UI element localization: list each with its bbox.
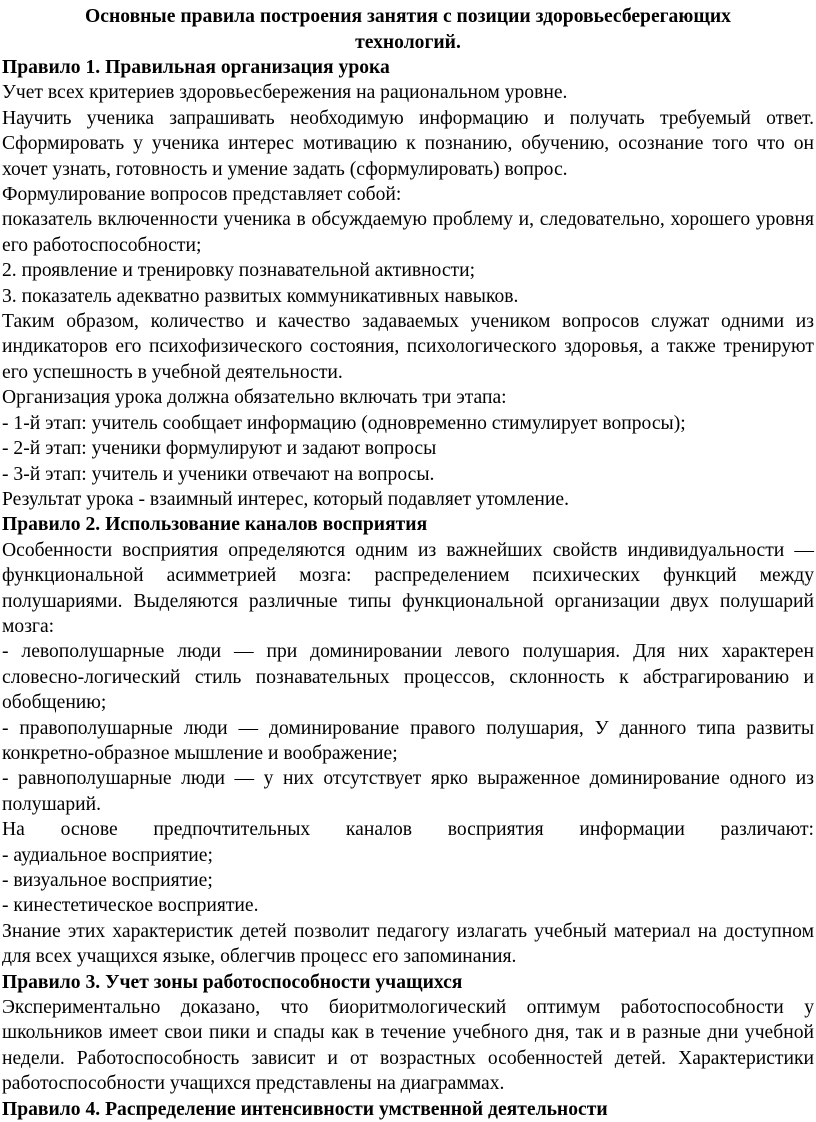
rule-1-paragraph-6: Результат урока - взаимный интерес, который подавляет утомление. [2, 488, 570, 510]
rule-1-paragraph-4: Таким образом, количество и качество задаваемых учеником вопросов служат одними из индикаторов его психофизического состояния, психологического здоровья, а также тренируют его успешность в учебной деятельности. [2, 311, 814, 383]
rule-1-heading: Правило 1. Правильная организация урока [2, 57, 390, 78]
rule-2-paragraph-2 [2, 817, 814, 842]
rule-2-type-item: - левополушарные люди — при доминировании левого полушария. Для них характерен словесно-логический стиль познавательных процессов, склонность к абстрагированию и обобщению; [2, 641, 814, 714]
rule-1-paragraph-2: Научить ученика запрашивать необходимую информацию и получать требуемый ответ. Сформировать у ученика интерес мотивацию к познанию, обучению, осознание того что он хочет узнать, готовность и умение задать (сформулировать) вопрос. [2, 107, 814, 180]
rule-1-list-item: 2. проявление и тренировку познавательной активности; [2, 260, 476, 282]
word: каналов [345, 819, 413, 841]
rule-1-list-item: показатель включенности ученика в обсуждаемую проблему и, следовательно, хорошего уровня его работоспособности; [2, 209, 814, 256]
rule-1-stage-item: - 3-й этап: учитель и ученики отвечают на вопросы. [2, 463, 435, 485]
rule-2-channel-item: - визуальное восприятие; [2, 870, 213, 891]
rule-2-type-item: - равнополушарные люди — у них отсутствует ярко выраженное доминирование одного из полушарий. [2, 768, 814, 815]
rule-2-channel-item: - аудиальное восприятие; [2, 844, 213, 866]
document-body [0, 55, 814, 1122]
rule-2-channel-item: - кинестетическое восприятие. [2, 895, 259, 917]
rule-1-paragraph-1: Учет всех критериев здоровьесбережения на рациональном уровне. [2, 82, 568, 104]
word: различают: [720, 819, 814, 841]
rule-2-paragraph-1: Особенности восприятия определяются одним из важнейших свойств индивидуальности — функциональной асимметрией мозга: распределением психических функций между полушариями. Выделяются различные типы функциональной организации двух полушарий мозга: [2, 539, 814, 637]
word: восприятия [447, 819, 544, 841]
word: предпочтительных [153, 819, 311, 841]
rule-2-type-item: - правополушарные люди — доминирование правого полушария, У данного типа развиты конкретно-образное мышление и воображение; [2, 717, 814, 764]
word: На [2, 819, 25, 841]
rule-1-paragraph-5: Организация урока должна обязательно включать три этапа: [2, 387, 507, 409]
rule-3-heading: Правило 3. Учет зоны работоспособности учащихся [2, 971, 463, 993]
rule-3-paragraph-1: Экспериментально доказано, что биоритмологический оптимум работоспособности у школьников имеет свои пики и спады как в течение учебного дня, так и в разные дни учебной недели. Работоспособность зависит и от возрастных особенностей детей. Характеристики работоспособности учащихся представлены на диаграммах. [2, 997, 814, 1095]
rule-2-heading: Правило 2. Использование каналов восприятия [2, 514, 428, 536]
rule-1-stage-item: - 1-й этап: учитель сообщает информацию (одновременно стимулирует вопросы); [2, 412, 686, 434]
rule-1-stage-item: - 2-й этап: ученики формулируют и задают вопросы [2, 438, 437, 460]
word: информации [579, 819, 685, 841]
rule-4-heading: Правило 4. Распределение интенсивности умственной деятельности [2, 1098, 608, 1120]
word: основе [60, 819, 118, 841]
document-title: Основные правила построения занятия с позиции здоровьесберегающих технологий. [85, 6, 731, 53]
rule-1-paragraph-3: Формулирование вопросов представляет собой: [2, 184, 402, 206]
rule-1-list-item: 3. показатель адекватно развитых коммуникативных навыков. [2, 285, 519, 307]
rule-2-paragraph-3: Знание этих характеристик детей позволит педагогу излагать учебный материал на доступном для всех учащихся языке, облегчив процесс его запоминания. [2, 920, 814, 968]
